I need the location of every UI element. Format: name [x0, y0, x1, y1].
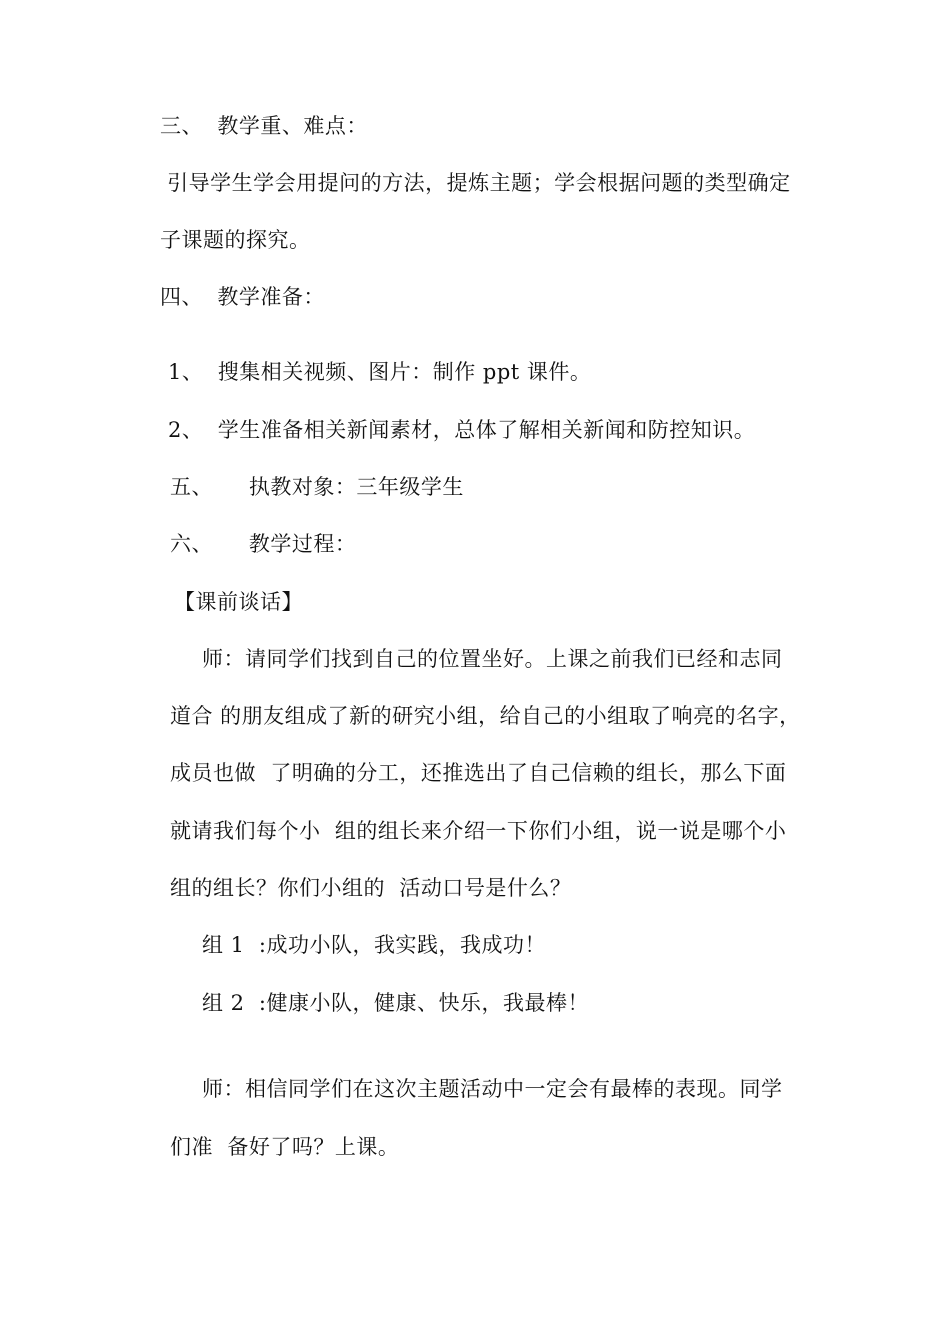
paragraph-1-line-3: 成员也做 了明确的分工，还推选出了自己信赖的组长，那么下面: [170, 761, 787, 785]
paragraph-1-line-1: 师：请同学们找到自己的位置坐好。上课之前我们已经和志同: [202, 647, 783, 671]
paragraph-1-line-2: 道合 的朋友组成了新的研究小组，给自己的小组取了响亮的名字，: [170, 704, 801, 728]
group-2-slogan: 组 2 :健康小队，健康、快乐，我最棒！: [202, 991, 589, 1015]
section-3-body-line-2: 子课题的探究。: [160, 228, 311, 252]
paragraph-1-line-5: 组的组长？你们小组的 活动口号是什么？: [170, 876, 572, 900]
section-5-heading: 五、 执教对象：三年级学生: [170, 475, 464, 499]
group-1-slogan: 组 1 :成功小队，我实践，我成功！: [202, 933, 546, 957]
section-4-item-1: 1、 搜集相关视频、图片：制作 ppt 课件。: [168, 360, 592, 384]
paragraph-2-line-2: 们准 备好了吗？上课。: [170, 1135, 400, 1159]
section-6-heading: 六、 教学过程：: [170, 532, 357, 556]
paragraph-2-line-1: 师：相信同学们在这次主题活动中一定会有最棒的表现。同学: [202, 1077, 783, 1101]
section-4-heading: 四、 教学准备：: [160, 285, 325, 309]
section-4-item-2: 2、 学生准备相关新闻素材，总体了解相关新闻和防控知识。: [168, 418, 756, 442]
section-6-subheading: 【课前谈话】: [174, 590, 303, 614]
section-3-body-line-1: 引导学生学会用提问的方法，提炼主题；学会根据问题的类型确定: [160, 171, 791, 195]
paragraph-1-line-4: 就请我们每个小 组的组长来介绍一下你们小组，说一说是哪个小: [170, 819, 787, 843]
section-3-heading: 三、 教学重、难点：: [160, 114, 368, 138]
